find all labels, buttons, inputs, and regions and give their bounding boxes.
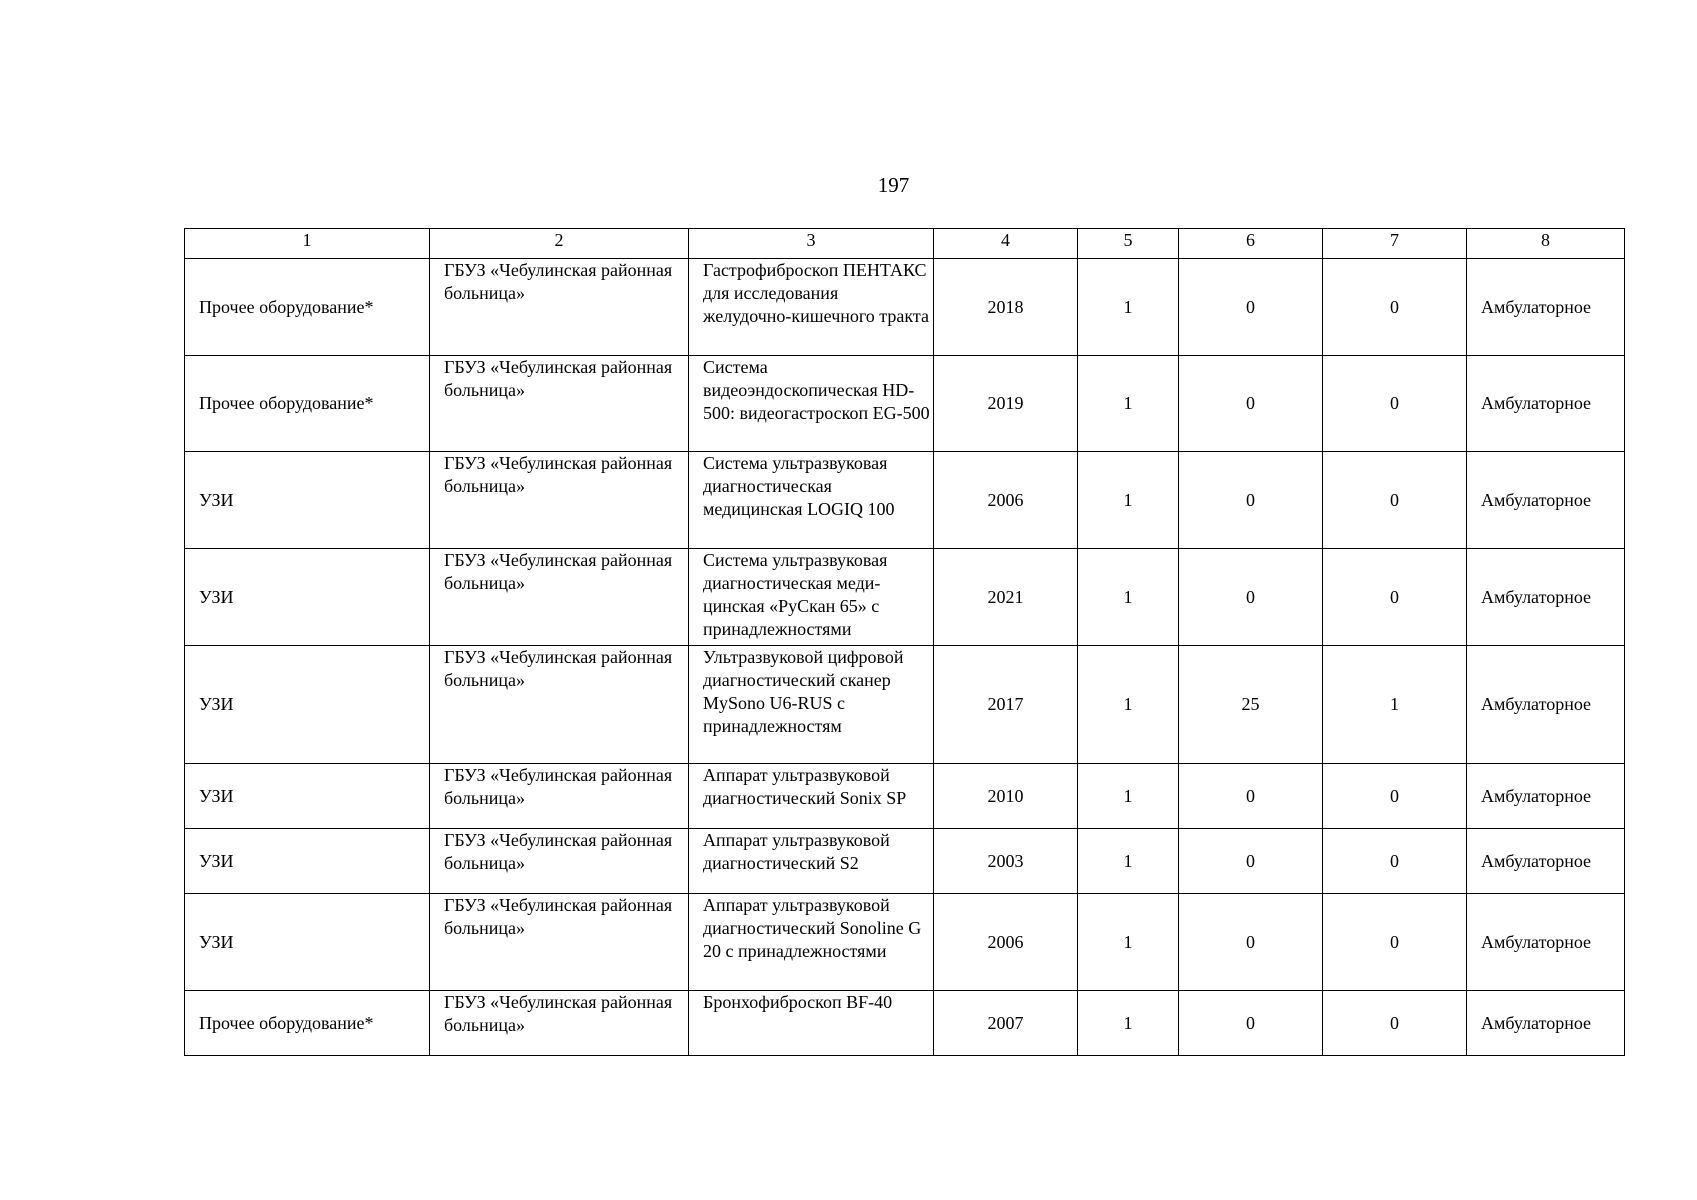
device-cell: Аппарат ультразвуковой диагностический Sonoline G 20 с принадлежностями <box>689 894 934 991</box>
col7-cell: 0 <box>1323 549 1467 646</box>
mode-cell: Амбулаторное <box>1467 991 1625 1056</box>
count-cell: 1 <box>1078 549 1179 646</box>
count-cell: 1 <box>1078 991 1179 1056</box>
device-cell: Система ультразвуковая диагностическая медицинская LOGIQ 100 <box>689 452 934 549</box>
table-row <box>185 549 1625 646</box>
year-cell: 2017 <box>934 646 1078 764</box>
table-row <box>185 764 1625 829</box>
year-cell: 2010 <box>934 764 1078 829</box>
mode-cell: Амбулаторное <box>1467 452 1625 549</box>
col6-cell: 0 <box>1179 452 1323 549</box>
org-cell: ГБУЗ «Чебулинская районная больница» <box>430 356 689 452</box>
device-cell: Ультразвуковой цифровой диагностический сканер MySono U6-RUS с принадлежностям <box>689 646 934 764</box>
year-cell: 2006 <box>934 452 1078 549</box>
org-cell: ГБУЗ «Чебулинская районная больница» <box>430 894 689 991</box>
col7-cell: 0 <box>1323 991 1467 1056</box>
device-cell: Аппарат ультразвуковой диагностический Sonix SP <box>689 764 934 829</box>
type-cell: Прочее оборудование* <box>185 259 430 356</box>
year-cell: 2019 <box>934 356 1078 452</box>
table-row <box>185 646 1625 764</box>
header-cell: 3 <box>689 229 934 259</box>
device-cell: Бронхофиброскоп BF-40 <box>689 991 934 1056</box>
org-cell: ГБУЗ «Чебулинская районная больница» <box>430 764 689 829</box>
mode-cell: Амбулаторное <box>1467 764 1625 829</box>
count-cell: 1 <box>1078 259 1179 356</box>
header-cell: 5 <box>1078 229 1179 259</box>
org-cell: ГБУЗ «Чебулинская районная больница» <box>430 991 689 1056</box>
header-cell: 4 <box>934 229 1078 259</box>
org-cell: ГБУЗ «Чебулинская районная больница» <box>430 829 689 894</box>
col6-cell: 0 <box>1179 829 1323 894</box>
col7-cell: 0 <box>1323 452 1467 549</box>
org-cell: ГБУЗ «Чебулинская районная больница» <box>430 646 689 764</box>
device-cell: Система видеоэндоскопическая HD-500: видеогастроскоп EG-500 <box>689 356 934 452</box>
table-row <box>185 452 1625 549</box>
year-cell: 2018 <box>934 259 1078 356</box>
mode-cell: Амбулаторное <box>1467 829 1625 894</box>
type-cell: УЗИ <box>185 829 430 894</box>
org-cell: ГБУЗ «Чебулинская районная больница» <box>430 452 689 549</box>
table-row <box>185 356 1625 452</box>
table-row <box>185 991 1625 1056</box>
year-cell: 2007 <box>934 991 1078 1056</box>
year-cell: 2006 <box>934 894 1078 991</box>
col6-cell: 0 <box>1179 991 1323 1056</box>
type-cell: УЗИ <box>185 549 430 646</box>
col6-cell: 0 <box>1179 549 1323 646</box>
col7-cell: 0 <box>1323 356 1467 452</box>
count-cell: 1 <box>1078 764 1179 829</box>
col7-cell: 0 <box>1323 829 1467 894</box>
device-cell: Аппарат ультразвуковой диагностический S2 <box>689 829 934 894</box>
count-cell: 1 <box>1078 356 1179 452</box>
org-cell: ГБУЗ «Чебулинская районная больница» <box>430 549 689 646</box>
mode-cell: Амбулаторное <box>1467 259 1625 356</box>
year-cell: 2003 <box>934 829 1078 894</box>
count-cell: 1 <box>1078 829 1179 894</box>
type-cell: УЗИ <box>185 764 430 829</box>
mode-cell: Амбулаторное <box>1467 549 1625 646</box>
type-cell: Прочее оборудование* <box>185 356 430 452</box>
col7-cell: 0 <box>1323 259 1467 356</box>
count-cell: 1 <box>1078 452 1179 549</box>
col6-cell: 0 <box>1179 894 1323 991</box>
header-cell: 2 <box>430 229 689 259</box>
header-cell: 8 <box>1467 229 1625 259</box>
mode-cell: Амбулаторное <box>1467 646 1625 764</box>
year-cell: 2021 <box>934 549 1078 646</box>
page-number: 197 <box>877 173 910 197</box>
col6-cell: 0 <box>1179 356 1323 452</box>
device-cell: Гастрофиброскоп ПЕНТАКС для исследования желудочно-кишечного тракта <box>689 259 934 356</box>
col7-cell: 0 <box>1323 764 1467 829</box>
table-row <box>185 259 1625 356</box>
count-cell: 1 <box>1078 646 1179 764</box>
col7-cell: 1 <box>1323 646 1467 764</box>
type-cell: Прочее оборудование* <box>185 991 430 1056</box>
header-cell: 7 <box>1323 229 1467 259</box>
count-cell: 1 <box>1078 894 1179 991</box>
type-cell: УЗИ <box>185 646 430 764</box>
col7-cell: 0 <box>1323 894 1467 991</box>
equipment-table <box>184 228 1625 1056</box>
header-cell: 1 <box>185 229 430 259</box>
col6-cell: 0 <box>1179 764 1323 829</box>
table-row <box>185 894 1625 991</box>
type-cell: УЗИ <box>185 894 430 991</box>
header-cell: 6 <box>1179 229 1323 259</box>
table-row <box>185 829 1625 894</box>
device-cell: Система ультразвуковая диагностическая меди-цинская «РуСкан 65» с принадлежностями <box>689 549 934 646</box>
col6-cell: 25 <box>1179 646 1323 764</box>
type-cell: УЗИ <box>185 452 430 549</box>
org-cell: ГБУЗ «Чебулинская районная больница» <box>430 259 689 356</box>
header-row <box>185 229 1625 259</box>
col6-cell: 0 <box>1179 259 1323 356</box>
mode-cell: Амбулаторное <box>1467 894 1625 991</box>
mode-cell: Амбулаторное <box>1467 356 1625 452</box>
